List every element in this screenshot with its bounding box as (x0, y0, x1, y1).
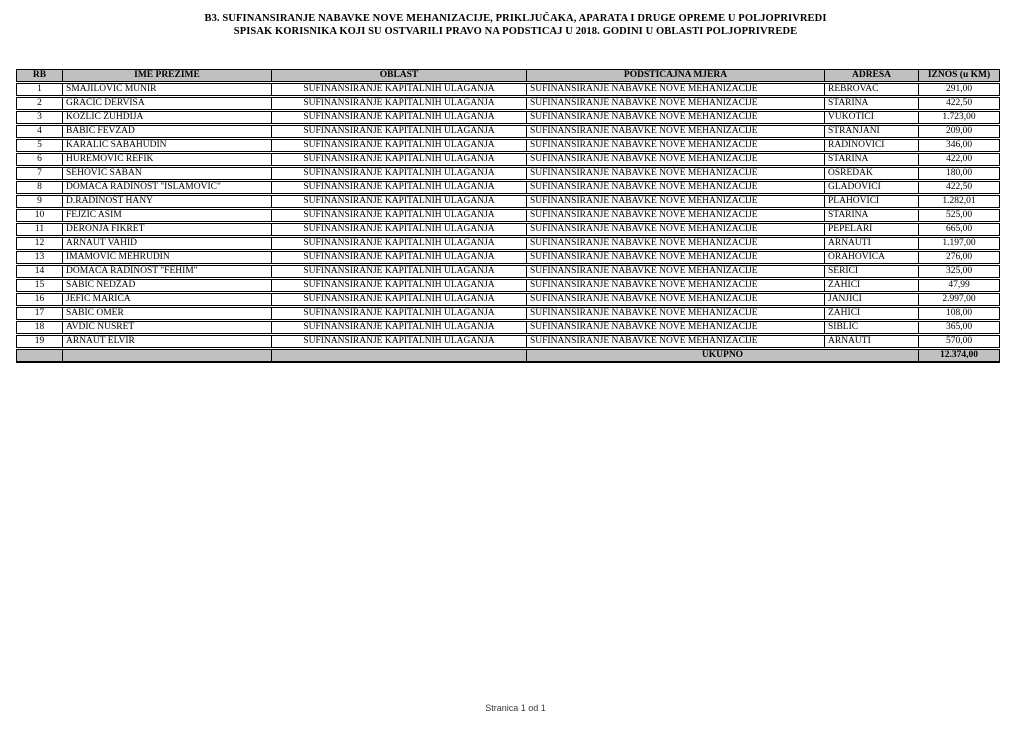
table-row (16, 335, 1000, 348)
table-cell: ŠIBLIĆ (824, 321, 918, 334)
table-cell: 16 (16, 293, 62, 306)
table-cell: 570,00 (918, 335, 1000, 348)
table-cell: SUFINANSIRANJE NABAVKE NOVE MEHANIZACIJE (526, 83, 824, 96)
header-oblast: OBLAST (271, 69, 526, 82)
total-empty-cell-oblast (271, 349, 526, 363)
table-row (16, 97, 1000, 110)
table-cell: IMAMOVIĆ MEHRUDIN (62, 251, 271, 264)
table-row (16, 111, 1000, 124)
table-row (16, 181, 1000, 194)
table-cell: STARINA (824, 153, 918, 166)
header-rb: RB (16, 69, 62, 82)
table-cell: 1.723,00 (918, 111, 1000, 124)
table-body (16, 83, 1000, 348)
table-cell: SUFINANSIRANJE NABAVKE NOVE MEHANIZACIJE (526, 279, 824, 292)
table-cell: 422,00 (918, 153, 1000, 166)
table-cell: STARINA (824, 97, 918, 110)
table-cell: AVDIĆ NUSRET (62, 321, 271, 334)
table-cell: SMAJILOVIĆ MUNIR (62, 83, 271, 96)
table-cell: ARNAUTI (824, 237, 918, 250)
table-row (16, 307, 1000, 320)
table-cell: SUFINANSIRANJE NABAVKE NOVE MEHANIZACIJE (526, 209, 824, 222)
table-row (16, 321, 1000, 334)
table-cell: ŠABIĆ NEDŽAD (62, 279, 271, 292)
table-cell: 5 (16, 139, 62, 152)
table-cell: SUFINANSIRANJE NABAVKE NOVE MEHANIZACIJE (526, 321, 824, 334)
table-cell: 346,00 (918, 139, 1000, 152)
table-cell: SUFINANSIRANJE KAPITALNIH ULAGANJA (271, 181, 526, 194)
table-row (16, 279, 1000, 292)
table-cell: SUFINANSIRANJE KAPITALNIH ULAGANJA (271, 97, 526, 110)
table-cell: SUFINANSIRANJE KAPITALNIH ULAGANJA (271, 307, 526, 320)
table-cell: HUREMOVIĆ REFIK (62, 153, 271, 166)
total-empty-cell-ime (62, 349, 271, 363)
table-cell: SUFINANSIRANJE NABAVKE NOVE MEHANIZACIJE (526, 153, 824, 166)
table-cell: 2 (16, 97, 62, 110)
header-ime-prezime: IME PREZIME (62, 69, 271, 82)
document-title-line1: B3. SUFINANSIRANJE NABAVKE NOVE MEHANIZACIJE, PRIKLJUČAKA, APARATA I DRUGE OPREME U POLJOPRIVREDI (204, 13, 827, 24)
table-cell: 9 (16, 195, 62, 208)
table-row (16, 83, 1000, 96)
table-cell: SUFINANSIRANJE KAPITALNIH ULAGANJA (271, 223, 526, 236)
table-cell: 13 (16, 251, 62, 264)
table-cell: PLAHOVIĆI (824, 195, 918, 208)
table-cell: SUFINANSIRANJE KAPITALNIH ULAGANJA (271, 293, 526, 306)
table-cell: 1 (16, 83, 62, 96)
table-cell: JEFIĆ MARICA (62, 293, 271, 306)
table-cell: SUFINANSIRANJE NABAVKE NOVE MEHANIZACIJE (526, 181, 824, 194)
table-cell: SUFINANSIRANJE NABAVKE NOVE MEHANIZACIJE (526, 251, 824, 264)
table-cell: 19 (16, 335, 62, 348)
table-cell: SUFINANSIRANJE KAPITALNIH ULAGANJA (271, 195, 526, 208)
table-cell: GLADOVIĆI (824, 181, 918, 194)
total-empty-cell-rb (16, 349, 62, 363)
header-podsticajna-mjera: PODSTICAJNA MJERA (526, 69, 824, 82)
table-cell: 7 (16, 167, 62, 180)
table-cell: ŠERIĆI (824, 265, 918, 278)
table-cell: 209,00 (918, 125, 1000, 138)
table-cell: STARINA (824, 209, 918, 222)
table-cell: 422,50 (918, 97, 1000, 110)
table-cell: KARALIĆ SABAHUDIN (62, 139, 271, 152)
table-cell: ARNAUT ELVIR (62, 335, 271, 348)
table-cell: ŠABIĆ OMER (62, 307, 271, 320)
table-cell: 1.282,01 (918, 195, 1000, 208)
page-number: Stranica 1 od 1 (485, 703, 546, 713)
table-cell: FEJZIĆ ASIM (62, 209, 271, 222)
table-row (16, 195, 1000, 208)
total-value: 12.374,00 (918, 349, 1000, 363)
table-cell: ZAHIĆI (824, 307, 918, 320)
table-cell: 276,00 (918, 251, 1000, 264)
table-cell: SUFINANSIRANJE KAPITALNIH ULAGANJA (271, 167, 526, 180)
table-cell: VUKOTIĆI (824, 111, 918, 124)
table-cell: 325,00 (918, 265, 1000, 278)
table-cell: SUFINANSIRANJE KAPITALNIH ULAGANJA (271, 335, 526, 348)
table-cell: 3 (16, 111, 62, 124)
table-cell: DERONJA FIKRET (62, 223, 271, 236)
table-cell: 10 (16, 209, 62, 222)
table-cell: SUFINANSIRANJE NABAVKE NOVE MEHANIZACIJE (526, 265, 824, 278)
table-cell: ORAHOVICA (824, 251, 918, 264)
table-header-row (16, 69, 1000, 82)
table-cell: SUFINANSIRANJE KAPITALNIH ULAGANJA (271, 265, 526, 278)
table-cell: STRANJANI (824, 125, 918, 138)
table-cell: SUFINANSIRANJE KAPITALNIH ULAGANJA (271, 125, 526, 138)
table-cell: SUFINANSIRANJE NABAVKE NOVE MEHANIZACIJE (526, 307, 824, 320)
document-title (0, 12, 1031, 38)
table-cell: SUFINANSIRANJE KAPITALNIH ULAGANJA (271, 83, 526, 96)
table-row (16, 209, 1000, 222)
table-cell: D.RADINOST HANY (62, 195, 271, 208)
table-cell: 525,00 (918, 209, 1000, 222)
table-cell: SUFINANSIRANJE KAPITALNIH ULAGANJA (271, 153, 526, 166)
table-row (16, 265, 1000, 278)
table-cell: SUFINANSIRANJE NABAVKE NOVE MEHANIZACIJE (526, 111, 824, 124)
table-cell: PEPELARI (824, 223, 918, 236)
table-cell: SUFINANSIRANJE NABAVKE NOVE MEHANIZACIJE (526, 335, 824, 348)
table-cell: 365,00 (918, 321, 1000, 334)
table-cell: 665,00 (918, 223, 1000, 236)
table-cell: BABIĆ FEVZAD (62, 125, 271, 138)
table-cell: SUFINANSIRANJE NABAVKE NOVE MEHANIZACIJE (526, 139, 824, 152)
table-cell: SUFINANSIRANJE NABAVKE NOVE MEHANIZACIJE (526, 195, 824, 208)
table-cell: 4 (16, 125, 62, 138)
subsidy-table (16, 68, 1000, 364)
header-iznos: IZNOS (u KM) (918, 69, 1000, 82)
table-cell: 17 (16, 307, 62, 320)
header-adresa: ADRESA (824, 69, 918, 82)
table-cell: 291,00 (918, 83, 1000, 96)
table-row (16, 223, 1000, 236)
table-cell: 15 (16, 279, 62, 292)
table-row (16, 153, 1000, 166)
table-cell: DOMAĆA RADINOST "FEHIM" (62, 265, 271, 278)
table-cell: 422,50 (918, 181, 1000, 194)
table-row (16, 139, 1000, 152)
table-cell: SUFINANSIRANJE KAPITALNIH ULAGANJA (271, 251, 526, 264)
table-cell: SUFINANSIRANJE NABAVKE NOVE MEHANIZACIJE (526, 237, 824, 250)
table-cell: 18 (16, 321, 62, 334)
table-cell: KOZLIĆ ZUHDIJA (62, 111, 271, 124)
table-cell: SUFINANSIRANJE KAPITALNIH ULAGANJA (271, 139, 526, 152)
table-cell: OSREDAK (824, 167, 918, 180)
table-cell: ŠEHOVIĆ ŠABAN (62, 167, 271, 180)
document-title-line2: SPISAK KORISNIKA KOJI SU OSTVARILI PRAVO NA PODSTICAJ U 2018. GODINI U OBLASTI POLJOPRIVREDE (233, 26, 798, 37)
total-row (16, 349, 1000, 363)
table-cell: ZAHIĆI (824, 279, 918, 292)
total-label: UKUPNO (526, 349, 918, 363)
table-cell: 11 (16, 223, 62, 236)
table-cell: 108,00 (918, 307, 1000, 320)
table-cell: 1.197,00 (918, 237, 1000, 250)
table-cell: REBROVAC (824, 83, 918, 96)
table-cell: SUFINANSIRANJE KAPITALNIH ULAGANJA (271, 237, 526, 250)
table-row (16, 251, 1000, 264)
table-cell: JANJIĆI (824, 293, 918, 306)
table-cell: GRAČIĆ DERVIŠA (62, 97, 271, 110)
table-header (16, 69, 1000, 82)
table-cell: SUFINANSIRANJE KAPITALNIH ULAGANJA (271, 209, 526, 222)
table-cell: SUFINANSIRANJE KAPITALNIH ULAGANJA (271, 111, 526, 124)
table-cell: 12 (16, 237, 62, 250)
table-cell: RADINOVIĆI (824, 139, 918, 152)
table-cell: SUFINANSIRANJE KAPITALNIH ULAGANJA (271, 321, 526, 334)
table-cell: 8 (16, 181, 62, 194)
table-cell: SUFINANSIRANJE NABAVKE NOVE MEHANIZACIJE (526, 223, 824, 236)
table-cell: 180,00 (918, 167, 1000, 180)
table-cell: 6 (16, 153, 62, 166)
table-cell: SUFINANSIRANJE NABAVKE NOVE MEHANIZACIJE (526, 97, 824, 110)
table-cell: DOMAĆA RADINOST "ISLAMOVIĆ" (62, 181, 271, 194)
table-cell: SUFINANSIRANJE NABAVKE NOVE MEHANIZACIJE (526, 293, 824, 306)
table-cell: 2.997,00 (918, 293, 1000, 306)
table-row (16, 125, 1000, 138)
table-cell: SUFINANSIRANJE NABAVKE NOVE MEHANIZACIJE (526, 167, 824, 180)
table-cell: SUFINANSIRANJE KAPITALNIH ULAGANJA (271, 279, 526, 292)
table-row (16, 293, 1000, 306)
table-cell: 14 (16, 265, 62, 278)
table-row (16, 167, 1000, 180)
table-cell: SUFINANSIRANJE NABAVKE NOVE MEHANIZACIJE (526, 125, 824, 138)
table-row (16, 237, 1000, 250)
table-cell: ARNAUTI (824, 335, 918, 348)
table-cell: ARNAUT VAHID (62, 237, 271, 250)
table-footer-body (16, 349, 1000, 363)
table-cell: 47,99 (918, 279, 1000, 292)
